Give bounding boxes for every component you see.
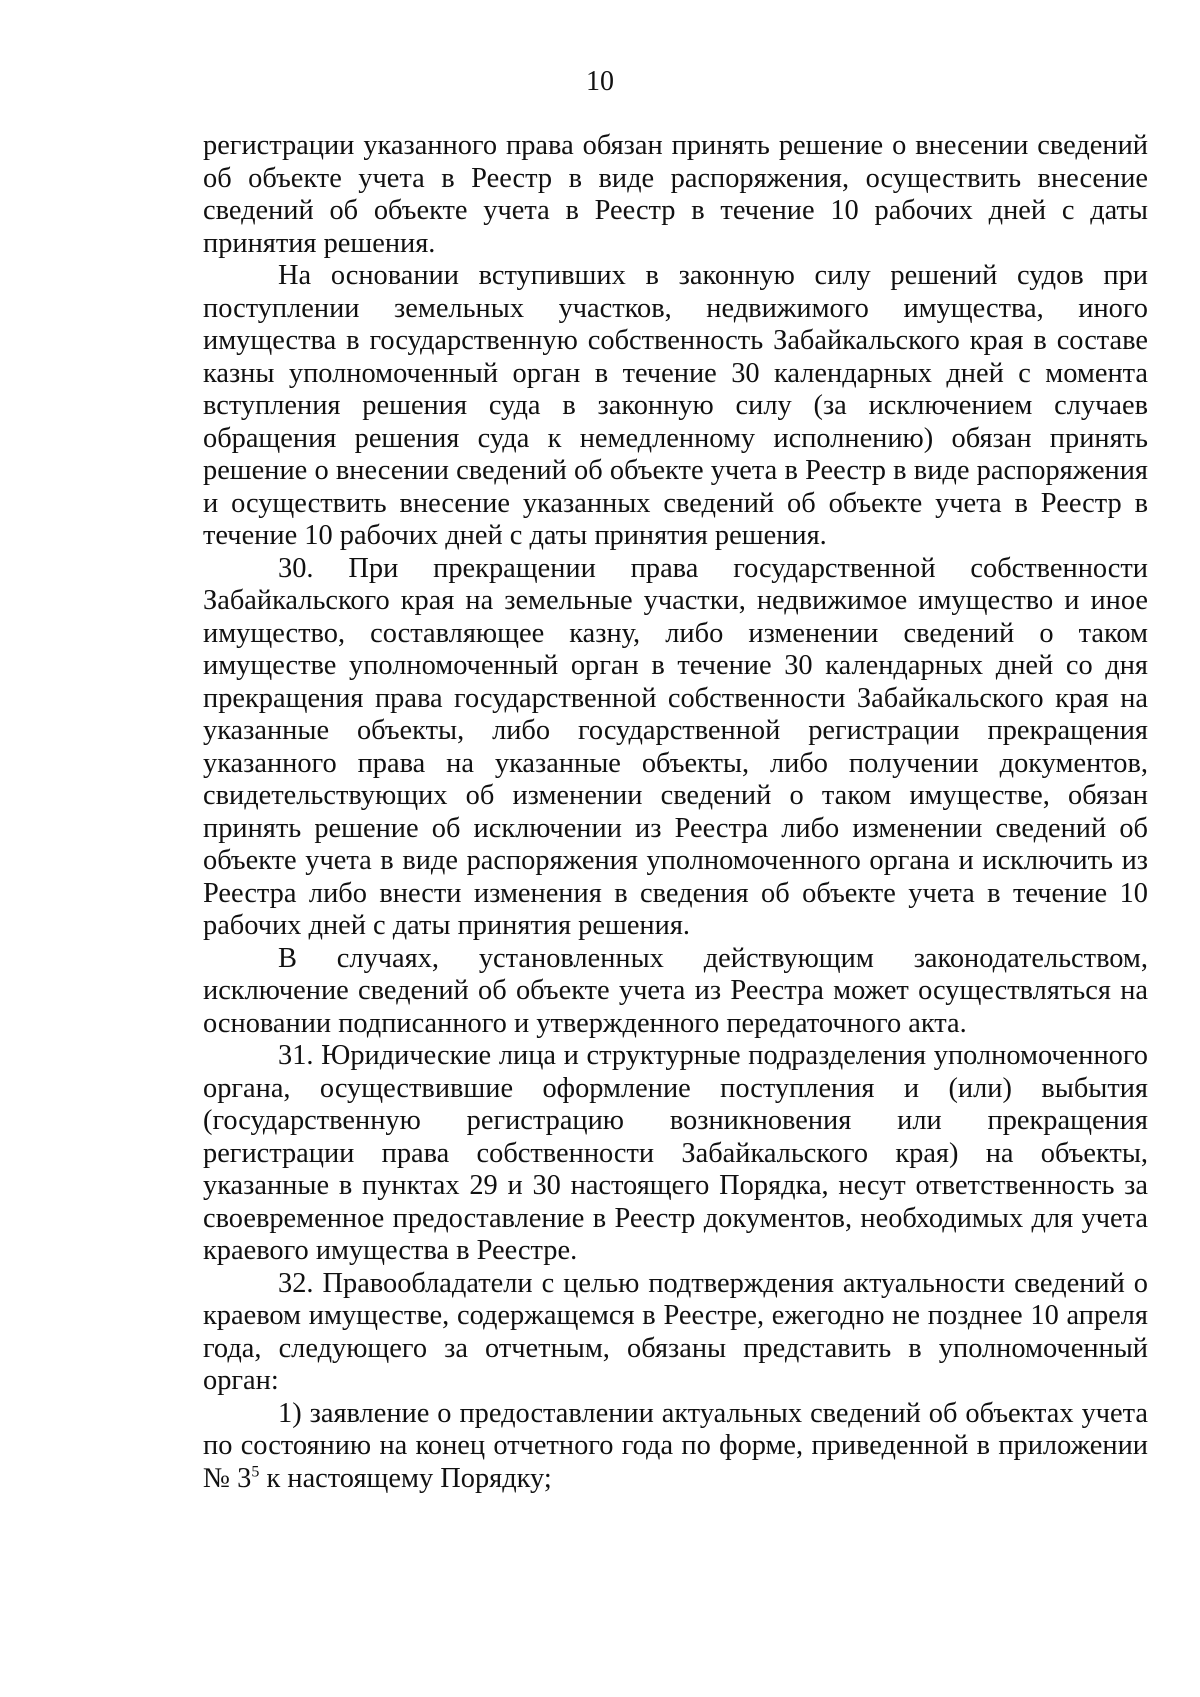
paragraph-item-30: 30. При прекращении права государственной собственности Забайкальского края на земельные участки, недвижимое имущество и иное имущество, составляющее казну, либо изменении сведений о таком имуществе уполномоченный орган в течение 30 календарных дней со дня прекращения права государственной собственности Забайкальского края на указанные объекты, либо государственной регистрации прекращения указанного права на указанные объекты, либо получении документов, свидетельствующих об изменении сведений о таком имуществе, обязан принять решение об исключении из Реестра либо изменении сведений об объекте учета в виде распоряжения уполномоченного органа и исключить из Реестра либо внести изменения в сведения об объекте учета в течение 10 рабочих дней с даты принятия решения. [203,552,1148,941]
subitem-1-text: 1) заявление о предоставлении актуальных сведений об объектах учета по состоянию на конец отчетного года по форме, приведенной в приложении № 3 [203,1397,1148,1494]
paragraph-continuation: регистрации указанного права обязан принять решение о внесении сведений об объекте учета в Реестр в виде распоряжения, осуществить внесение сведений об объекте учета в Реестр в течение 10 рабочих дней с даты принятия решения. [203,130,1148,259]
paragraph-subitem-1 [203,1398,1148,1496]
subitem-1-tail: к настоящему Порядку; [259,1462,552,1494]
page-number: 10 [586,66,614,97]
document-body [203,130,1148,1495]
paragraph-item-31: 31. Юридические лица и структурные подразделения уполномоченного органа, осуществившие оформление поступления и (или) выбытия (государственную регистрацию возникновения или прекращения регистрации права собственности Забайкальского края) на объекты, указанные в пунктах 29 и 30 настоящего Порядка, несут ответственность за своевременное предоставление в Реестр документов, необходимых для учета краевого имущества в Реестре. [203,1040,1148,1266]
footnote-reference: 5 [251,1463,260,1481]
paragraph-transfer-act: В случаях, установленных действующим законодательством, исключение сведений об объекте учета из Реестра может осуществляться на основании подписанного и утвержденного передаточного акта. [203,942,1148,1039]
paragraph-court-decisions: На основании вступивших в законную силу решений судов при поступлении земельных участков, недвижимого имущества, иного имущества в государственную собственность Забайкальского края в составе казны уполномоченный орган в течение 30 календарных дней с момента вступления решения суда в законную силу (за исключением случаев обращения решения суда к немедленному исполнению) обязан принять решение о внесении сведений об объекте учета в Реестр в виде распоряжения и осуществить внесение указанных сведений об объекте учета в Реестр в течение 10 рабочих дней с даты принятия решения. [203,260,1148,551]
paragraph-item-32: 32. Правообладатели с целью подтверждения актуальности сведений о краевом имуществе, содержащемся в Реестре, ежегодно не позднее 10 апреля года, следующего за отчетным, обязаны представить в уполномоченный орган: [203,1267,1148,1396]
